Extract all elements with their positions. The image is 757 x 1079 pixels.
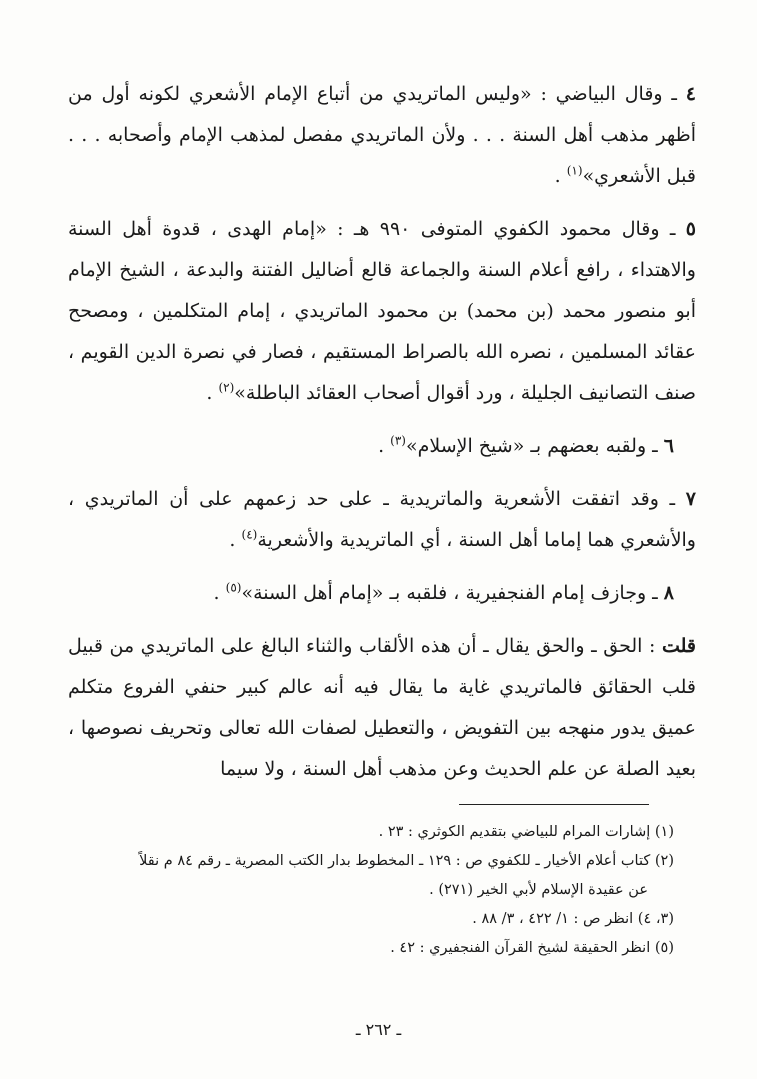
paragraph-4 [68,74,696,197]
paragraph-text: ـ وقال البياضي : «وليس الماتريدي من أتباع الإمام الأشعري لكونه أول من أظهر مذهب أهل السنة . . . ولأن الماتريدي مفصل لمذهب الإمام وأصحابه . . . قبل الأشعري» [68,83,696,187]
paragraph-7 [68,479,696,561]
item-number: ٧ [685,488,696,510]
footnote-2 [68,847,674,905]
footnote-divider [459,804,649,805]
footnote-continuation: عن عقيدة الإسلام لأبي الخير (٢٧١) . [429,882,648,898]
footnote-ref[interactable]: (٣) [390,433,406,448]
main-text [68,74,696,802]
footnote-ref[interactable]: (٤) [241,527,258,542]
paragraph-text: ـ وقال محمود الكفوي المتوفى ٩٩٠ هـ : «إمام الهدى ، قدوة أهل السنة والاهتداء ، رافع أعلام السنة والجماعة قالع أضاليل الفتنة والبدعة ، الشيخ الإمام أبو منصور محمد (بن محمد) بن محمود الماتريدي ، إمام المتكلمين ، ومصحح عقائد المسلمين ، نصره الله بالصراط المستقيم ، فصار في نصرة الدين القويم ، صنف التصانيف الجليلة ، ورد أقوال أصحاب العقائد الباطلة» [68,218,696,404]
footnote-text: انظر الحقيقة لشيخ القرآن الفنجفيري : ٤٢ . [390,940,651,956]
item-number: ٥ [685,218,696,240]
footnote-text: كتاب أعلام الأخيار ـ للكفوي ص : ١٢٩ ـ المخطوط بدار الكتب المصرية ـ رقم ٨٤ م نقلاً [139,853,651,869]
footnote-text: انظر ص : ١/ ٤٢٢ ، ٣/ ٨٨ . [472,911,634,927]
conclusion-label: قلت [661,635,696,657]
item-number: ٤ [685,83,696,105]
footnote-ref[interactable]: (٥) [225,580,242,595]
item-number: ٦ [663,435,674,457]
paragraph-text: ـ ولقبه بعضهم بـ «شيخ الإسلام» [405,435,664,457]
footnote-3-4 [68,905,674,934]
page-number: ـ ٢٦٢ ـ [355,1020,402,1039]
conclusion-text: : الحق ـ والحق يقال ـ أن هذه الألقاب والثناء البالغ على الماتريدي من قبيل قلب الحقائق فالماتريدي غاية ما يقال فيه أنه عالم كبير حنفي الفروع متكلم عميق يدور منهجه بين التفويض ، والتعطيل لصفات الله تعالى وتحريف نصوصها ، بعيد الصلة عن علم الحديث وعن مذهب أهل السنة ، ولا سيما [68,635,696,780]
paragraph-tail: . [229,529,242,551]
paragraph-6 [68,426,696,467]
paragraph-tail: . [206,382,219,404]
footnotes [68,818,674,963]
footnote-5 [68,934,674,963]
footnote-mark: (٥) [654,940,674,956]
footnote-ref[interactable]: (٢) [218,380,235,395]
item-number: ٨ [663,582,674,604]
paragraph-text: ـ وقد اتفقت الأشعرية والماتريدية ـ على حد زعمهم على أن الماتريدي ، والأشعري هما إماما أهل السنة ، أي الماتريدية والأشعرية [68,488,696,551]
footnote-mark: (١) [654,824,674,840]
paragraph-text: ـ وجازف إمام الفنجفيرية ، فلقبه بـ «إمام أهل السنة» [241,582,664,604]
paragraph-8 [68,573,696,614]
footnote-ref[interactable]: (١) [566,163,583,178]
footnote-mark: (٣، ٤) [637,911,674,927]
paragraph-tail: . [213,582,226,604]
paragraph-5 [68,209,696,414]
paragraph-tail: . [554,165,567,187]
footnote-1 [68,818,674,847]
footnote-text: إشارات المرام للبياضي بتقديم الكوثري : ٢٣ . [378,824,651,840]
footnote-mark: (٢) [654,853,674,869]
conclusion-paragraph [68,626,696,790]
paragraph-tail: . [378,435,391,457]
